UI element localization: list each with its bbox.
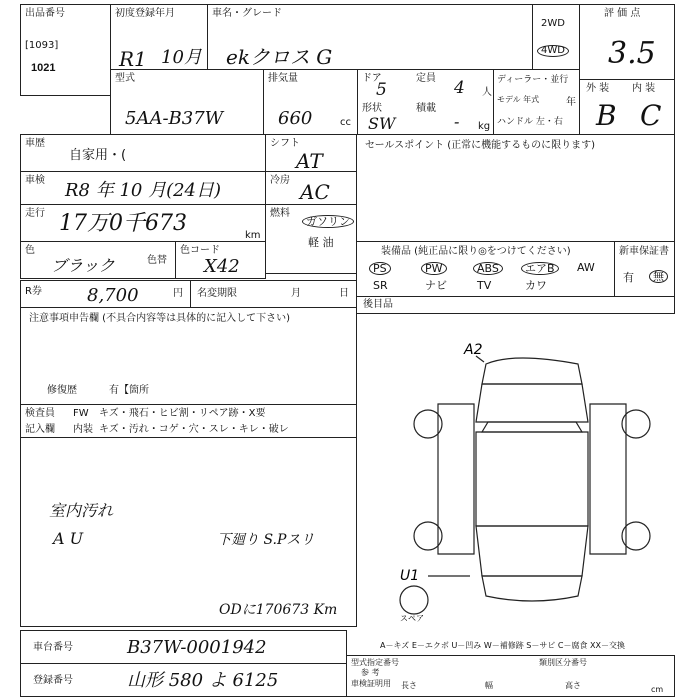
year-suffix: 年 — [566, 97, 576, 108]
warranty-yes: 有 — [623, 271, 634, 284]
model-name: ekクロス G — [226, 45, 333, 69]
interior-label: 内装 — [73, 424, 93, 435]
model-cell — [207, 4, 533, 70]
title-day: 日 — [339, 288, 349, 299]
color-code-label: 色コード — [180, 245, 220, 256]
history-label: 車歴 — [25, 138, 45, 149]
back-seat-cell — [356, 296, 675, 314]
warranty-no: 無 — [649, 270, 668, 283]
shift-value: AT — [296, 149, 323, 173]
doors-value: 5 — [376, 80, 387, 100]
fw-label: FW — [73, 408, 89, 419]
dealer-label: ディーラー・並行 — [497, 75, 569, 85]
color-label: 色 — [25, 245, 35, 256]
warranty-cell — [614, 241, 675, 297]
type-cell — [110, 69, 264, 135]
fuel-label: 燃料 — [270, 208, 290, 219]
score-value: 3.5 — [608, 36, 656, 71]
cert-box — [346, 655, 675, 697]
chassis-cell — [20, 630, 347, 664]
int-label: 内 装 — [632, 83, 656, 94]
type-label: 型式 — [115, 73, 135, 84]
registration-value: 山形 580 よ 6125 — [127, 670, 279, 691]
int-grade: C — [640, 99, 662, 132]
fuel-gas: ガソリン — [302, 215, 354, 228]
length-label: 長さ — [401, 681, 417, 690]
height-label: 高さ — [565, 681, 581, 690]
car-rear — [476, 526, 588, 576]
car-left-side — [438, 404, 474, 554]
displacement-label: 排気量 — [268, 73, 298, 84]
first-reg-year: R1 — [119, 47, 147, 71]
drive-4wd: 4WD — [537, 45, 569, 57]
first-reg-month: 10月 — [161, 47, 202, 68]
model-cert-label: 型式指定番号 — [351, 658, 399, 667]
mileage-label: 走行 — [25, 208, 45, 219]
car-right-side — [590, 404, 626, 554]
recycle-label: R券 — [25, 286, 42, 297]
fuel-cell — [265, 204, 357, 274]
load-label: 積載 — [416, 103, 436, 114]
equip-navi: ナビ — [425, 279, 447, 292]
lot-number: 1021 — [31, 62, 56, 74]
first-reg-label: 初度登録年月 — [115, 8, 175, 19]
back-seat-label: 後目品 — [363, 299, 393, 310]
diagram-mark-a2: A2 — [464, 342, 483, 358]
note-odometer: ODに170673 Km — [219, 602, 338, 618]
score-cell — [579, 4, 675, 80]
car-damage-diagram — [356, 314, 676, 624]
title-month: 月 — [291, 288, 301, 299]
equip-ps: PS — [369, 262, 391, 275]
equipment-label: 装備品 (純正品に限り◎をつけてください) — [381, 246, 571, 257]
displacement-unit: cc — [340, 117, 351, 128]
color-value: ブラック — [51, 256, 115, 275]
repair-label: 修復歴 — [47, 385, 77, 396]
spare-label: スペア — [400, 614, 424, 623]
car-rear-bumper — [482, 576, 582, 601]
chassis-label: 車台番号 — [33, 642, 73, 653]
car-windshield — [482, 422, 582, 432]
recycle-value: 8,700 — [87, 285, 139, 306]
color-change-label: 色替 — [147, 255, 167, 266]
note-interior-dirt: 室内汚れ — [49, 501, 114, 520]
equip-airbag: エアB — [521, 262, 559, 275]
displacement-cell — [263, 69, 358, 135]
score-label: 評 価 点 — [604, 8, 641, 19]
shift-label: シフト — [270, 138, 300, 149]
doors-label: ドア — [362, 73, 382, 84]
chassis-value: B37W-0001942 — [127, 637, 267, 658]
color-cell — [20, 241, 176, 279]
color-code-value: X42 — [204, 256, 240, 277]
inspector-cell — [20, 404, 357, 438]
equip-aw: AW — [577, 261, 595, 274]
mileage-value: 17万0千673 — [59, 211, 187, 236]
shift-cell — [265, 134, 357, 172]
recycle-cell — [20, 280, 191, 308]
width-label: 幅 — [485, 681, 493, 690]
load-value: - — [454, 112, 460, 131]
fw-items: キズ・飛石・ヒビ割・リペア跡・X要 — [99, 408, 266, 419]
note-undercarriage: 下廻り S.Pスリ — [217, 532, 315, 548]
equip-pw: PW — [421, 262, 447, 275]
dealer-cell — [493, 69, 580, 135]
doors-cell — [357, 69, 494, 135]
equip-abs: ABS — [473, 262, 503, 275]
mileage-unit: km — [245, 230, 261, 241]
sales-point-cell — [356, 134, 675, 242]
ext-label: 外 装 — [586, 83, 610, 94]
ext-grade: B — [596, 99, 617, 132]
repair-value: 有【箇所 — [109, 385, 149, 396]
cert-date-label: 車検証明用 — [351, 679, 391, 688]
class-label: 類別区分番号 — [539, 658, 587, 667]
cm-unit: cm — [651, 685, 664, 694]
mileage-cell — [20, 204, 266, 242]
model-label: 車名・グレード — [212, 8, 282, 19]
lot-cell — [20, 4, 111, 96]
car-front-bumper — [482, 358, 582, 384]
shape-value: SW — [368, 114, 396, 133]
model-year-label: モデル 年式 — [497, 95, 540, 104]
ac-label: 冷房 — [270, 175, 290, 186]
handle-label: ハンドル 左・右 — [497, 117, 563, 127]
grade-cell — [579, 79, 675, 135]
title-deadline-label: 名変期限 — [197, 288, 237, 299]
note-au: A U — [53, 529, 84, 548]
equip-leather: カワ — [525, 279, 547, 292]
shape-label: 形状 — [362, 103, 382, 114]
equipment-cell — [356, 241, 615, 297]
capacity-label: 定員 — [416, 73, 436, 84]
capacity-unit: 人 — [482, 87, 492, 98]
registration-label: 登録番号 — [33, 675, 73, 686]
ac-value: AC — [300, 180, 330, 204]
drive-cell — [532, 4, 580, 70]
warranty-label: 新車保証書 — [619, 246, 669, 257]
inspector-label-1: 検査員 — [25, 408, 55, 419]
lot-code: [1093] — [25, 40, 59, 51]
equip-sr: SR — [373, 279, 388, 292]
registration-cell — [20, 663, 347, 697]
load-unit: kg — [478, 121, 491, 132]
car-roof — [476, 432, 588, 526]
drive-2wd: 2WD — [541, 18, 565, 29]
title-deadline-cell — [190, 280, 357, 308]
inspection-label: 車検 — [25, 175, 45, 186]
history-value: 自家用・( — [69, 148, 127, 163]
car-hood — [476, 384, 588, 422]
displacement-value: 660 — [278, 108, 313, 129]
damage-legend: A－キズ E－エクボ U－凹み W－補修跡 S－サビ C－腐食 XX－交換 — [380, 641, 626, 650]
inspection-cell — [20, 171, 266, 205]
equip-tv: TV — [477, 279, 492, 292]
recycle-unit: 円 — [173, 288, 183, 299]
diagram-mark-u1: U1 — [400, 568, 420, 584]
fuel-diesel: 軽 油 — [308, 236, 334, 249]
sales-point-label: セールスポイント (正常に機能するものに限ります) — [365, 140, 596, 151]
lot-label: 出品番号 — [25, 8, 65, 19]
notes-label: 注意事項申告欄 (不具合内容等は具体的に記入して下さい) — [29, 313, 290, 324]
color-code-cell — [175, 241, 266, 279]
inspection-value: R8 年 10 月(24日) — [65, 180, 222, 201]
remarks-area — [20, 437, 357, 627]
type-value: 5AA-B37W — [125, 108, 224, 129]
history-cell — [20, 134, 266, 172]
inspector-label-2: 記入欄 — [25, 424, 55, 435]
interior-items: キズ・汚れ・コゲ・穴・スレ・キレ・破レ — [99, 424, 289, 435]
ref-label-1: 参 考 — [361, 668, 380, 677]
ac-cell — [265, 171, 357, 205]
notes-cell — [20, 307, 357, 405]
first-reg-cell — [110, 4, 208, 70]
spare-wheel — [400, 586, 428, 614]
capacity-value: 4 — [454, 78, 465, 98]
